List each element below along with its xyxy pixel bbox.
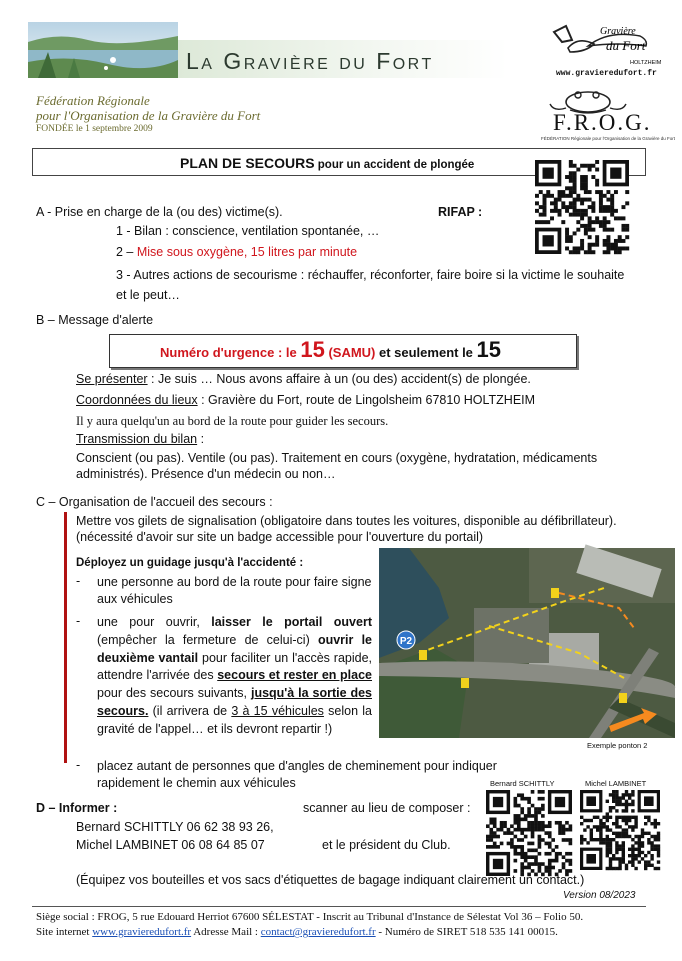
l2-c: (empêcher la fermeture de celui-ci) — [97, 632, 318, 647]
section-a-heading: A - Prise en charge de la (ou des) victime(s). — [36, 205, 283, 219]
list-dash-3: - — [76, 758, 81, 772]
banner-photo — [28, 22, 178, 78]
contact-michel: Michel LAMBINET 06 08 64 85 07 — [76, 838, 265, 852]
section-b-heading: B – Message d'alerte — [36, 313, 154, 327]
site-title: La Gravière du Fort — [186, 48, 434, 74]
qr-label-lambinet: Michel LAMBINET — [585, 779, 647, 788]
l2-a: une pour ouvrir, — [97, 615, 212, 629]
footer-contact — [36, 926, 558, 938]
qr-code-schittly[interactable] — [486, 790, 572, 876]
urgency-number-2: 15 — [476, 337, 502, 362]
urgency-number-text — [160, 337, 501, 363]
scan-instruction: scanner au lieu de composer : — [303, 801, 471, 815]
road-guide-line: Il y aura quelqu'un au bord de la route pour guider les secours. — [76, 414, 389, 428]
contact-president: et le président du Club. — [322, 838, 451, 852]
coordinates-label: Coordonnées du lieux — [76, 393, 198, 407]
title-sub: pour un accident de plongée — [314, 159, 475, 171]
section-d-heading: D – Informer : — [36, 801, 118, 815]
frog-subtitle: FÉDÉRATION Régionale pour l'Organisation de la Gravière du Fort — [540, 136, 676, 141]
footer-mail-link[interactable]: contact@gravieredufort.fr — [260, 926, 376, 938]
title-main: PLAN DE SECOURS — [180, 155, 315, 171]
guide-item-2 — [97, 614, 372, 739]
footer-siret: - Numéro de SIRET 518 535 141 00015. — [375, 926, 558, 938]
section-c-heading: C – Organisation de l'accueil des secours : — [36, 495, 273, 509]
l2-f: secours et rester en place — [217, 668, 373, 683]
deploy-heading: Déployez un guidage jusqu'à l'accidenté : — [76, 557, 304, 569]
l2-g: pour des secours suivants, — [97, 686, 251, 701]
l2-d: ouvrir le deuxième vantail — [97, 632, 373, 665]
qr-label-schittly: Bernard SCHITTLY — [490, 779, 555, 788]
present-text: : Je suis … Nous avons affaire à un (ou des) accident(s) de plongée. — [147, 372, 531, 386]
coordinates-line — [76, 393, 535, 407]
l2-j: 3 à 15 véhicules — [231, 703, 324, 718]
qr-code-rifap[interactable] — [535, 160, 629, 254]
guide-item-3: placez autant de personnes que d'angles de cheminement pour indiquer rapidement le chemin aux véhicules — [97, 759, 497, 790]
rifap-label: RIFAP : — [438, 205, 483, 219]
l2-i: (il arrivera de — [148, 703, 232, 718]
federation-founded — [36, 124, 153, 134]
l2-b: laisser le portail ouvert — [211, 615, 372, 629]
gilets-instruction: Mettre vos gilets de signalisation (obligatoire dans toutes les voitures, disponible au défibrillateur). (nécessité d'avoir sur site un badge accessible pour l'ouverture du portail) — [76, 514, 617, 544]
map-caption: Exemple ponton 2 — [587, 741, 648, 750]
present-line — [76, 372, 531, 386]
footer-site-label: Site internet — [36, 926, 93, 938]
svg-text:du Fort: du Fort — [606, 38, 646, 53]
present-label: Se présenter — [76, 372, 148, 386]
page-title — [180, 155, 474, 171]
footer-site-link[interactable]: www.gravieredufort.fr — [92, 926, 192, 938]
l2-e: pour faciliter un l'accès rapide, attendre l'arrivée des — [97, 650, 372, 683]
footer-mail-label: Adresse Mail : — [191, 926, 261, 938]
contact-bernard: Bernard SCHITTLY 06 62 38 93 26, — [76, 820, 274, 834]
svg-text:Gravière: Gravière — [600, 26, 636, 37]
section-c-red-bar — [64, 512, 67, 763]
map-parking-label: P2 — [399, 636, 413, 647]
transmission-colon: : — [197, 432, 205, 446]
l2-k: selon la gravité de l'appel… et ils devront repartir !) — [97, 703, 373, 736]
transmission-line — [76, 432, 204, 446]
section-a-item-1: 1 - Bilan : conscience, ventilation spontanée, … — [116, 224, 380, 238]
version-label: Version 08/2023 — [563, 890, 636, 901]
aerial-map — [379, 548, 675, 738]
founded-date: le 1 septembre 2009 — [73, 124, 153, 134]
urgency-after: et seulement le — [375, 345, 477, 360]
federation-name: Fédération Régionale — [36, 93, 150, 108]
oxygen-instruction: Mise sous oxygène, 15 litres par minute — [136, 245, 358, 259]
urgency-label: Numéro d'urgence : le — [160, 345, 301, 360]
footer-divider — [32, 906, 646, 907]
urgency-number: 15 — [300, 337, 325, 362]
transmission-label: Transmission du bilan — [76, 432, 198, 446]
founded-prefix: FONDÉE — [36, 124, 74, 134]
l2-h: jusqu'à la sortie des secours. — [97, 686, 372, 718]
svg-text:HOLTZHEIM: HOLTZHEIM — [630, 60, 662, 66]
equipment-note: (Équipez vos bouteilles et vos sacs d'étiquettes de bagage indiquant clairement un contact.) — [76, 873, 585, 887]
frog-wordmark: F.R.O.G. — [553, 110, 652, 135]
urgency-samu: (SAMU) — [324, 345, 376, 360]
item2-prefix: 2 – — [116, 245, 137, 259]
section-a-item-2 — [116, 245, 357, 259]
section-a-item-3: 3 - Autres actions de secourisme : réchauffer, réconforter, faire boire si la victime le souhaite et le peut… — [116, 268, 625, 302]
footer-address: Siège social : FROG, 5 rue Edouard Herriot 67600 SÉLESTAT - Inscrit au Tribunal d'Instance de Sélestat Vol 36 – Folio 50. — [36, 911, 584, 923]
list-dash-1: - — [76, 574, 81, 588]
logo-url: www.gravieredufort.fr — [556, 69, 657, 78]
coordinates-text: : Gravière du Fort, route de Lingolsheim 67810 HOLTZHEIM — [197, 393, 536, 407]
qr-code-lambinet[interactable] — [580, 790, 660, 870]
federation-purpose: pour l'Organisation de la Gravière du Fort — [36, 108, 261, 123]
guide-item-1: une personne au bord de la route pour faire signe aux véhicules — [97, 575, 372, 606]
list-dash-2: - — [76, 614, 81, 628]
bilan-details: Conscient (ou pas). Ventile (ou pas). Traitement en cours (oxygène, hydratation, médicaments administrés). Présence d'un médecin ou non… — [76, 451, 598, 481]
